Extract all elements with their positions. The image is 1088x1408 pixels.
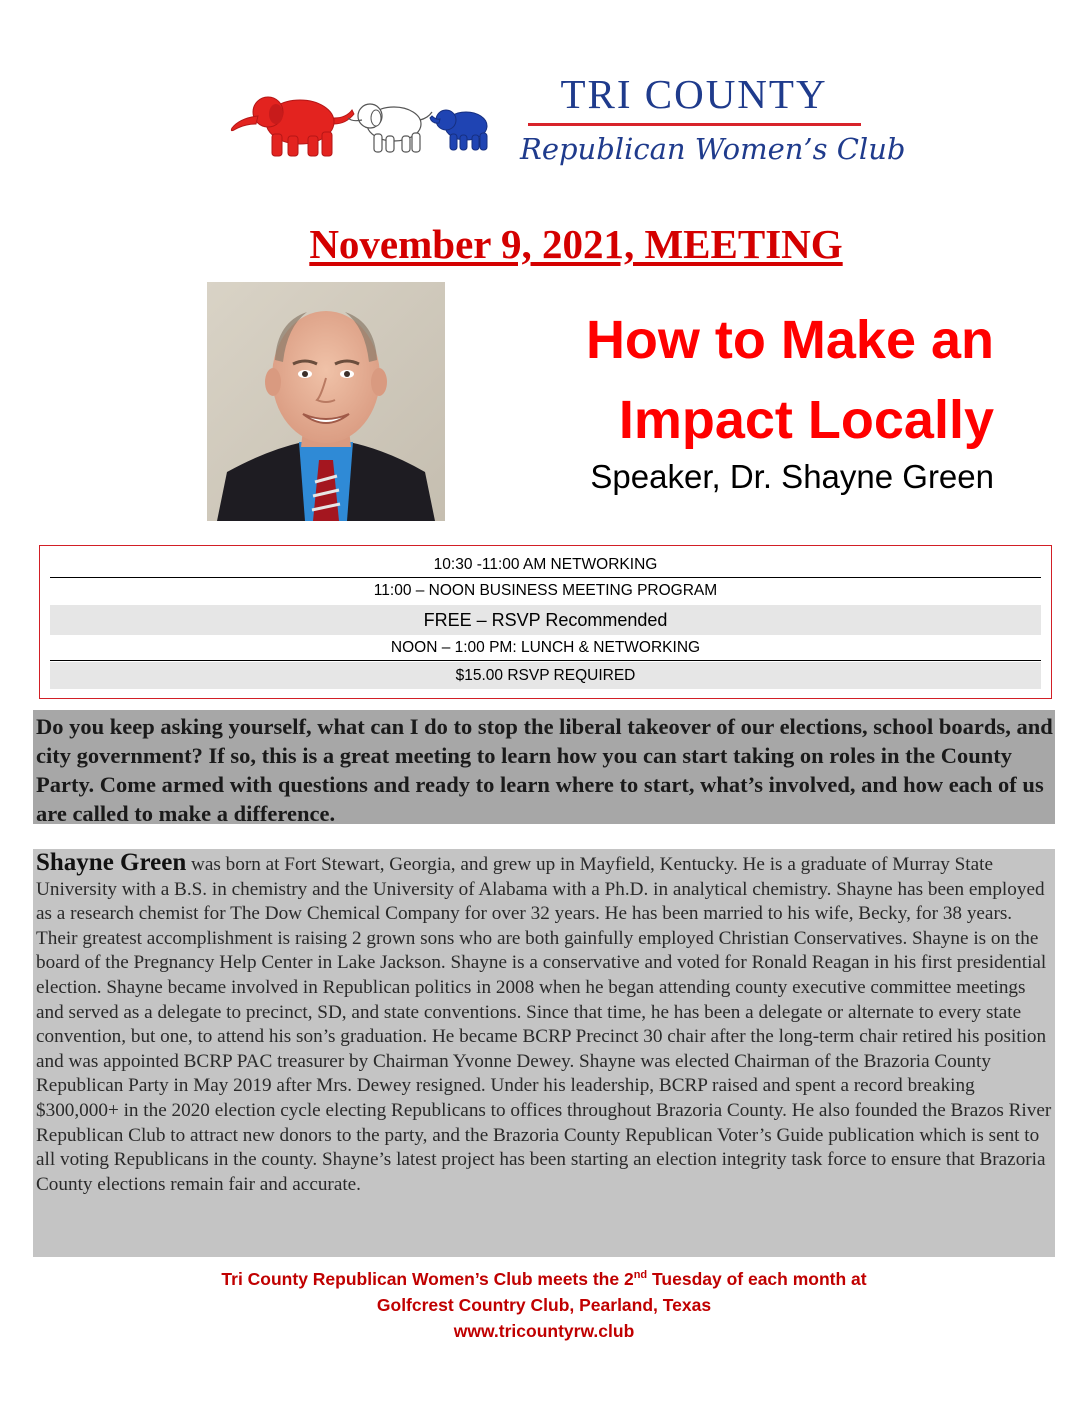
speaker-photo xyxy=(207,282,445,521)
logo-title: TRI COUNTY xyxy=(560,71,828,117)
logo-subtitle: Republican Women’s Club xyxy=(520,132,906,166)
footer-location: Golfcrest Country Club, Pearland, Texas xyxy=(376,1295,712,1315)
schedule-row: NOON – 1:00 PM: LUNCH & NETWORKING xyxy=(390,639,701,656)
headline-line-2: Impact Locally xyxy=(618,390,994,450)
schedule-row: $15.00 RSVP REQUIRED xyxy=(50,662,1041,689)
headline xyxy=(470,300,994,460)
footer xyxy=(0,1266,1088,1344)
bio-text: was born at Fort Stewart, Georgia, and grew up in Mayfield, Kentucky. He is a graduate of Murray State University with a B.S. in chemistry and the University of Alabama with a Ph.D. in analytical chemistry. Shayne has been employed as a research chemist for The Dow Chemical Company for over 32 years. He has been married to his wife, Becky, for 38 years. Their greatest accomplishment is raising 2 grown sons who are both gainfully employed Christian Conservatives. Shayne is on the board of the Pregnancy Help Center in Lake Jackson. Shayne is a conservative and voted for Ronald Reagan in his first presidential election. Shayne became involved in Republican politics in 2008 when he began attending county executive committee meetings and served as a delegate to precinct, SD, and state conventions. Since that time, he has been a delegate or alternate to every state convention, but one, to attend his son’s graduation. He became BCRP Precinct 30 chair after the long-term chair retired his position and was appointed BCRP PAC treasurer by Chairman Yvonne Dewey. Shayne was elected Chairman of the Brazoria County Republican Party in May 2019 after Mrs. Dewey resigned. Under his leadership, BCRP raised and spent a record breaking $300,000+ in the 2020 election cycle electing Republicans to offices throughout Brazoria County. He also founded the Brazos River Republican Club to attract new donors to the party, and the Brazoria County Republican Voter’s Guide publication which is sent to all voting Republicans in the county. Shayne’s latest project has been starting an election integrity task force to ensure that Brazoria County elections remain fair and accurate. xyxy=(36,854,1052,1195)
footer-website-link[interactable]: www.tricountyrw.club xyxy=(453,1321,635,1341)
schedule-row: 10:30 -11:00 AM NETWORKING xyxy=(433,556,658,573)
speaker-name: Speaker, Dr. Shayne Green xyxy=(590,458,994,495)
footer-meeting-schedule: Tri County Republican Women’s Club meets the 2nd Tuesday of each month at xyxy=(221,1269,867,1289)
speaker-bio xyxy=(33,849,1055,1257)
schedule-row: FREE – RSVP Recommended xyxy=(50,605,1041,635)
schedule-divider xyxy=(50,577,1041,578)
meeting-date-heading: November 9, 2021, MEETING xyxy=(309,221,843,267)
schedule-box xyxy=(39,545,1052,699)
elephants-logo-icon xyxy=(222,88,494,162)
schedule-divider xyxy=(50,660,1041,661)
headline-line-1: How to Make an xyxy=(585,310,994,370)
bio-speaker-name: Shayne Green xyxy=(36,849,187,876)
schedule-row: 11:00 – NOON BUSINESS MEETING PROGRAM xyxy=(373,582,718,599)
logo-divider xyxy=(528,123,861,126)
intro-paragraph: Do you keep asking yourself, what can I do to stop the liberal takeover of our elections, school boards, and city government? If so, this is a great meeting to learn how you can start taking on roles in the County Party. Come armed with questions and ready to learn where to start, what’s involved, and how each of us are called to make a difference. xyxy=(33,710,1055,824)
